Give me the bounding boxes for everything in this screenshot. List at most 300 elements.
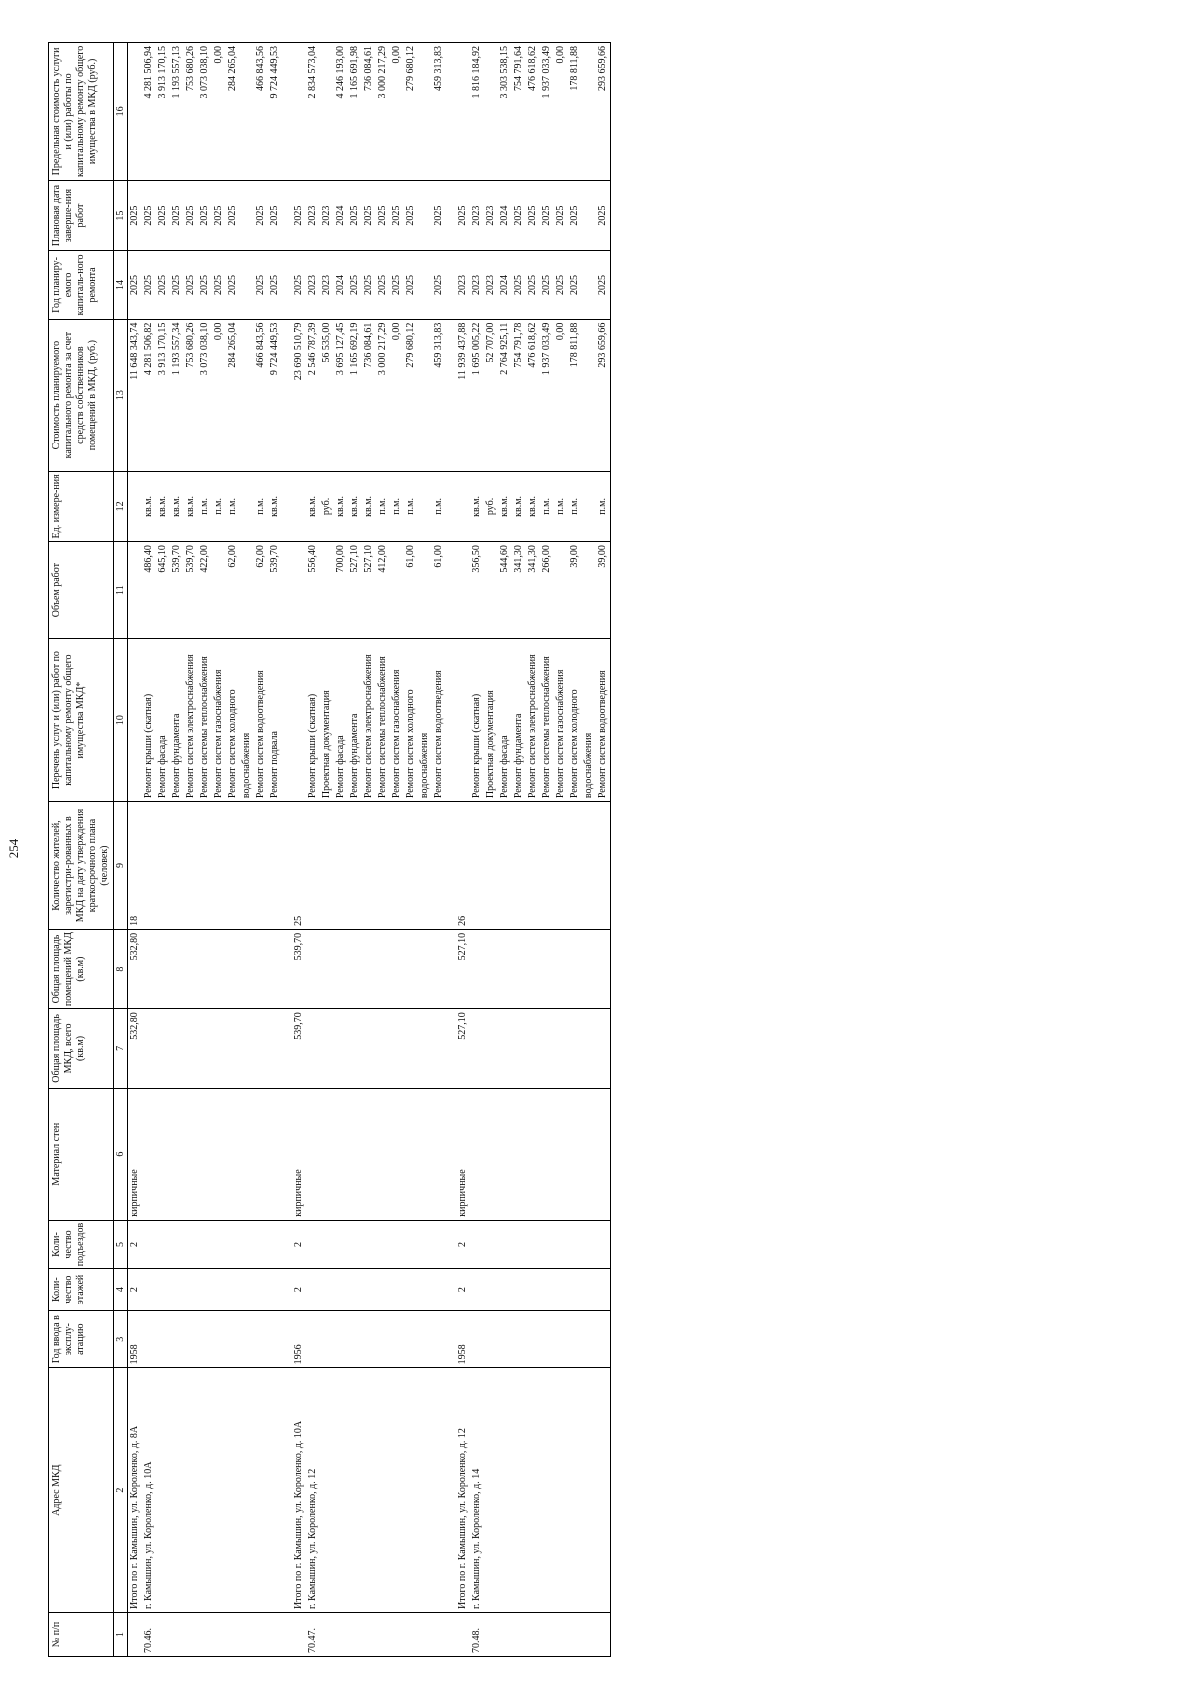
work-end-year: 2025: [348, 180, 362, 251]
empty-cell: [596, 1088, 611, 1220]
work-volume: 527,10: [362, 542, 376, 639]
empty-cell: [348, 1368, 362, 1613]
premises-area: 532,80: [128, 929, 143, 1008]
floors: 2: [128, 1269, 143, 1311]
empty-cell: [254, 802, 268, 930]
empty-cell: [404, 929, 432, 1008]
work-plan-year: 2025: [390, 251, 404, 319]
empty-cell: [226, 1220, 254, 1268]
empty-cell: [554, 1269, 568, 1311]
column-number: 9: [114, 802, 128, 930]
empty-cell: [348, 1612, 362, 1656]
row-number: 70.47.: [306, 1612, 320, 1656]
work-cost: 4 281 506,82: [142, 319, 156, 471]
entrances: 2: [292, 1220, 306, 1268]
residents: 26: [456, 802, 470, 930]
premises-area: 527,10: [456, 929, 470, 1008]
spacer-row: [282, 43, 292, 1657]
work-row: [268, 43, 282, 1657]
empty-cell: [446, 1368, 456, 1613]
work-cost: 0,00: [554, 319, 568, 471]
work-unit: п.м.: [596, 471, 611, 542]
work-end-year: 2023: [320, 180, 334, 251]
work-plan-year: 2024: [498, 251, 512, 319]
empty-cell: [404, 1368, 432, 1613]
empty-cell: [526, 1368, 540, 1613]
work-cost: 0,00: [212, 319, 226, 471]
empty-cell: [156, 1311, 170, 1368]
empty-cell: [446, 180, 456, 251]
work-row: [334, 43, 348, 1657]
work-row: [198, 43, 212, 1657]
work-cost: 1 165 692,19: [348, 319, 362, 471]
work-row: [362, 43, 376, 1657]
empty-cell: [526, 1612, 540, 1656]
work-name: Ремонт фасада: [498, 639, 512, 802]
empty-cell: [292, 542, 306, 639]
work-plan-year: 2025: [212, 251, 226, 319]
work-unit: кв.м.: [184, 471, 198, 542]
empty-cell: [212, 802, 226, 930]
empty-cell: [170, 1612, 184, 1656]
work-unit: п.м.: [404, 471, 432, 542]
empty-cell: [128, 43, 143, 181]
work-cost: 3 073 038,10: [198, 319, 212, 471]
column-number: 7: [114, 1009, 128, 1088]
empty-cell: [376, 802, 390, 930]
work-unit: кв.м.: [526, 471, 540, 542]
work-end-year: 2025: [184, 180, 198, 251]
empty-cell: [348, 929, 362, 1008]
empty-cell: [470, 802, 484, 930]
build-year: 1958: [128, 1311, 143, 1368]
empty-cell: [540, 1009, 554, 1088]
empty-cell: [254, 1612, 268, 1656]
col-header-works: Перечень услуг и (или) работ по капитальному ремонту общего имущества МКД*: [49, 639, 114, 802]
empty-cell: [362, 1088, 376, 1220]
empty-cell: [568, 802, 596, 930]
work-row: [484, 43, 498, 1657]
empty-cell: [142, 1009, 156, 1088]
empty-cell: [198, 1269, 212, 1311]
work-limit-cost: 0,00: [212, 43, 226, 181]
work-end-year: 2025: [376, 180, 390, 251]
empty-cell: [142, 1311, 156, 1368]
empty-cell: [198, 1220, 212, 1268]
empty-cell: [484, 1612, 498, 1656]
work-limit-cost: 2 834 573,04: [306, 43, 320, 181]
empty-cell: [362, 802, 376, 930]
work-name: Ремонт фасада: [334, 639, 348, 802]
work-row: [568, 43, 596, 1657]
work-limit-cost: 753 680,26: [184, 43, 198, 181]
empty-cell: [268, 1009, 282, 1088]
empty-cell: [554, 1612, 568, 1656]
empty-cell: [170, 1269, 184, 1311]
col-header-volume: Объем работ: [49, 542, 114, 639]
empty-cell: [526, 802, 540, 930]
work-name: Ремонт фасада: [156, 639, 170, 802]
residents: 18: [128, 802, 143, 930]
empty-cell: [198, 929, 212, 1008]
work-limit-cost: 1 193 557,13: [170, 43, 184, 181]
work-limit-cost: 279 680,12: [404, 43, 432, 181]
work-plan-year: 2025: [432, 251, 446, 319]
empty-cell: [226, 1311, 254, 1368]
empty-cell: [212, 1088, 226, 1220]
work-row: [306, 43, 320, 1657]
work-volume: 486,40: [142, 542, 156, 639]
empty-cell: [282, 251, 292, 319]
empty-cell: [198, 1368, 212, 1613]
empty-cell: [390, 1088, 404, 1220]
empty-cell: [568, 1220, 596, 1268]
work-limit-cost: 1 937 033,49: [540, 43, 554, 181]
work-end-year: 2023: [484, 180, 498, 251]
end-year: 2025: [456, 180, 470, 251]
work-cost: 1 937 033,49: [540, 319, 554, 471]
empty-cell: [198, 1088, 212, 1220]
work-row: [526, 43, 540, 1657]
wall-material: кирпичные: [456, 1088, 470, 1220]
empty-cell: [306, 1220, 320, 1268]
empty-cell: [432, 1612, 446, 1656]
work-row: [376, 43, 390, 1657]
column-number: 1: [114, 1612, 128, 1656]
empty-cell: [254, 1009, 268, 1088]
plan-year: 2025: [128, 251, 143, 319]
column-number: 4: [114, 1269, 128, 1311]
empty-cell: [254, 1088, 268, 1220]
work-plan-year: 2025: [362, 251, 376, 319]
total-label: Итого по г. Камышин, ул. Короленко, д. 8А: [128, 1368, 143, 1613]
work-plan-year: 2025: [540, 251, 554, 319]
empty-cell: [128, 639, 143, 802]
work-limit-cost: 0,00: [390, 43, 404, 181]
work-row: [212, 43, 226, 1657]
empty-cell: [292, 43, 306, 181]
empty-cell: [512, 1612, 526, 1656]
empty-cell: [596, 1220, 611, 1268]
empty-cell: [128, 471, 143, 542]
empty-cell: [142, 1269, 156, 1311]
empty-cell: [142, 1088, 156, 1220]
empty-cell: [142, 802, 156, 930]
empty-cell: [498, 929, 512, 1008]
work-limit-cost: 4 281 506,94: [142, 43, 156, 181]
empty-cell: [456, 471, 470, 542]
empty-cell: [484, 1269, 498, 1311]
work-limit-cost: 3 000 217,29: [376, 43, 390, 181]
work-row: [540, 43, 554, 1657]
work-plan-year: 2025: [376, 251, 390, 319]
work-row: [554, 43, 568, 1657]
empty-cell: [212, 929, 226, 1008]
work-cost: 293 659,66: [596, 319, 611, 471]
build-year: 1958: [456, 1311, 470, 1368]
empty-cell: [484, 1088, 498, 1220]
empty-cell: [456, 43, 470, 181]
empty-cell: [348, 1311, 362, 1368]
work-unit: п.м.: [390, 471, 404, 542]
work-row: [320, 43, 334, 1657]
plan-year: 2025: [292, 251, 306, 319]
column-number: 15: [114, 180, 128, 251]
empty-cell: [484, 929, 498, 1008]
empty-cell: [404, 1612, 432, 1656]
empty-cell: [226, 1009, 254, 1088]
work-unit: п.м.: [432, 471, 446, 542]
empty-cell: [484, 1009, 498, 1088]
empty-cell: [404, 1220, 432, 1268]
empty-cell: [512, 1269, 526, 1311]
work-volume: 527,10: [348, 542, 362, 639]
empty-cell: [432, 1269, 446, 1311]
empty-cell: [376, 1088, 390, 1220]
work-unit: руб.: [320, 471, 334, 542]
work-name: Ремонт систем газоснабжения: [390, 639, 404, 802]
empty-cell: [170, 929, 184, 1008]
empty-cell: [568, 1612, 596, 1656]
work-volume: 422,00: [198, 542, 212, 639]
empty-cell: [282, 639, 292, 802]
total-label: Итого по г. Камышин, ул. Короленко, д. 10А: [292, 1368, 306, 1613]
work-row: [254, 43, 268, 1657]
col-header-cost: Стоимость планируемого капитального ремонта за счет средств собственников помещений в МКД, (руб.): [49, 319, 114, 471]
empty-cell: [334, 1269, 348, 1311]
empty-cell: [540, 802, 554, 930]
empty-cell: [446, 319, 456, 471]
work-name: Ремонт подвала: [268, 639, 282, 802]
work-unit: п.м.: [540, 471, 554, 542]
work-unit: кв.м.: [348, 471, 362, 542]
empty-cell: [484, 1220, 498, 1268]
empty-cell: [142, 929, 156, 1008]
empty-cell: [376, 1311, 390, 1368]
work-end-year: 2025: [512, 180, 526, 251]
work-row: [404, 43, 432, 1657]
entrances: 2: [456, 1220, 470, 1268]
empty-cell: [282, 929, 292, 1008]
work-plan-year: 2025: [254, 251, 268, 319]
empty-cell: [568, 1088, 596, 1220]
empty-cell: [470, 1220, 484, 1268]
empty-cell: [254, 1368, 268, 1613]
work-end-year: 2025: [596, 180, 611, 251]
empty-cell: [498, 1088, 512, 1220]
empty-cell: [526, 1088, 540, 1220]
work-cost: 476 618,62: [526, 319, 540, 471]
empty-cell: [184, 1368, 198, 1613]
empty-cell: [184, 1269, 198, 1311]
work-limit-cost: 9 724 449,53: [268, 43, 282, 181]
work-unit: п.м.: [198, 471, 212, 542]
empty-cell: [320, 1269, 334, 1311]
empty-cell: [404, 1269, 432, 1311]
work-cost: 9 724 449,53: [268, 319, 282, 471]
empty-cell: [554, 1311, 568, 1368]
empty-cell: [456, 639, 470, 802]
work-volume: [390, 542, 404, 639]
work-name: Ремонт систем водоотведения: [254, 639, 268, 802]
work-cost: 52 707,00: [484, 319, 498, 471]
header-row: [49, 43, 114, 1657]
empty-cell: [596, 1612, 611, 1656]
empty-cell: [446, 639, 456, 802]
empty-cell: [390, 1269, 404, 1311]
empty-cell: [362, 929, 376, 1008]
column-number: 16: [114, 43, 128, 181]
empty-cell: [446, 1269, 456, 1311]
empty-cell: [432, 1311, 446, 1368]
work-unit: кв.м.: [334, 471, 348, 542]
work-plan-year: 2025: [198, 251, 212, 319]
empty-cell: [446, 929, 456, 1008]
empty-cell: [390, 1220, 404, 1268]
empty-cell: [498, 1368, 512, 1613]
work-volume: 62,00: [226, 542, 254, 639]
floors: 2: [456, 1269, 470, 1311]
empty-cell: [568, 1269, 596, 1311]
empty-cell: [212, 1009, 226, 1088]
empty-cell: [432, 929, 446, 1008]
empty-cell: [512, 1311, 526, 1368]
work-volume: 39,00: [568, 542, 596, 639]
empty-cell: [320, 929, 334, 1008]
empty-cell: [254, 929, 268, 1008]
col-header-floors: Коли-чество этажей: [49, 1269, 114, 1311]
work-name: Ремонт систем электроснабжения: [362, 639, 376, 802]
empty-cell: [320, 1220, 334, 1268]
empty-cell: [268, 1269, 282, 1311]
work-cost: 3 913 170,15: [156, 319, 170, 471]
work-volume: 62,00: [254, 542, 268, 639]
empty-cell: [540, 1368, 554, 1613]
column-number: 8: [114, 929, 128, 1008]
empty-cell: [446, 1311, 456, 1368]
work-cost: 753 680,26: [184, 319, 198, 471]
work-volume: [484, 542, 498, 639]
work-cost: 279 680,12: [404, 319, 432, 471]
col-header-entrances: Коли-чество подъездов: [49, 1220, 114, 1268]
address: г. Камышин, ул. Короленко, д. 12: [306, 1368, 320, 1613]
empty-cell: [348, 1088, 362, 1220]
empty-cell: [596, 929, 611, 1008]
empty-cell: [268, 1311, 282, 1368]
empty-cell: [540, 1311, 554, 1368]
col-header-wall-material: Материал стен: [49, 1088, 114, 1220]
empty-cell: [390, 1311, 404, 1368]
empty-cell: [362, 1311, 376, 1368]
empty-cell: [362, 1009, 376, 1088]
work-row: [432, 43, 446, 1657]
empty-cell: [446, 1612, 456, 1656]
empty-cell: [254, 1269, 268, 1311]
total-cost: 11 939 437,88: [456, 319, 470, 471]
column-number-row: [114, 43, 128, 1657]
work-unit: кв.м.: [170, 471, 184, 542]
empty-cell: [334, 1088, 348, 1220]
work-plan-year: 2025: [554, 251, 568, 319]
empty-cell: [540, 1269, 554, 1311]
work-unit: кв.м.: [498, 471, 512, 542]
work-volume: 645,10: [156, 542, 170, 639]
empty-cell: [568, 1368, 596, 1613]
column-number: 13: [114, 319, 128, 471]
column-number: 11: [114, 542, 128, 639]
empty-cell: [554, 1220, 568, 1268]
work-volume: 341,30: [512, 542, 526, 639]
work-volume: 61,00: [432, 542, 446, 639]
empty-cell: [498, 1009, 512, 1088]
work-end-year: 2025: [268, 180, 282, 251]
empty-cell: [362, 1368, 376, 1613]
work-plan-year: 2024: [334, 251, 348, 319]
total-label: Итого по г. Камышин, ул. Короленко, д. 12: [456, 1368, 470, 1613]
work-end-year: 2025: [170, 180, 184, 251]
work-row: [142, 43, 156, 1657]
empty-cell: [390, 1368, 404, 1613]
empty-cell: [390, 802, 404, 930]
empty-cell: [498, 1311, 512, 1368]
empty-cell: [184, 1009, 198, 1088]
empty-cell: [456, 542, 470, 639]
work-cost: 1 193 557,34: [170, 319, 184, 471]
work-name: Ремонт крыши (скатная): [470, 639, 484, 802]
empty-cell: [498, 1220, 512, 1268]
work-end-year: 2025: [212, 180, 226, 251]
work-limit-cost: 0,00: [554, 43, 568, 181]
empty-cell: [484, 1368, 498, 1613]
empty-cell: [446, 471, 456, 542]
table-body: [128, 43, 611, 1657]
empty-cell: [198, 1612, 212, 1656]
empty-cell: [376, 1009, 390, 1088]
total-area: 539,70: [292, 1009, 306, 1088]
work-volume: [212, 542, 226, 639]
work-end-year: 2025: [254, 180, 268, 251]
empty-cell: [282, 180, 292, 251]
empty-cell: [198, 1311, 212, 1368]
empty-cell: [292, 639, 306, 802]
empty-cell: [568, 929, 596, 1008]
empty-cell: [596, 1269, 611, 1311]
empty-cell: [446, 1009, 456, 1088]
empty-cell: [568, 1009, 596, 1088]
empty-cell: [348, 1220, 362, 1268]
work-name: Ремонт систем газоснабжения: [554, 639, 568, 802]
work-plan-year: 2023: [470, 251, 484, 319]
work-volume: 266,00: [540, 542, 554, 639]
work-plan-year: 2023: [320, 251, 334, 319]
work-row: [498, 43, 512, 1657]
col-header-year: Год ввода в эксплу-атацию: [49, 1311, 114, 1368]
work-name: Ремонт систем водоотведения: [596, 639, 611, 802]
empty-cell: [348, 1269, 362, 1311]
work-limit-cost: 3 913 170,15: [156, 43, 170, 181]
floors: 2: [292, 1269, 306, 1311]
work-cost: 754 791,78: [512, 319, 526, 471]
col-header-end-date: Плановая дата заверше-ния работ: [49, 180, 114, 251]
empty-cell: [334, 1009, 348, 1088]
empty-cell: [198, 1009, 212, 1088]
end-year: 2025: [128, 180, 143, 251]
col-header-limit-cost: Предельная стоимость услуги и (или) работы по капитальному ремонту общего имущества в МКД (руб.): [49, 43, 114, 181]
work-plan-year: 2025: [568, 251, 596, 319]
empty-cell: [282, 471, 292, 542]
column-number: 6: [114, 1088, 128, 1220]
work-unit: п.м.: [254, 471, 268, 542]
